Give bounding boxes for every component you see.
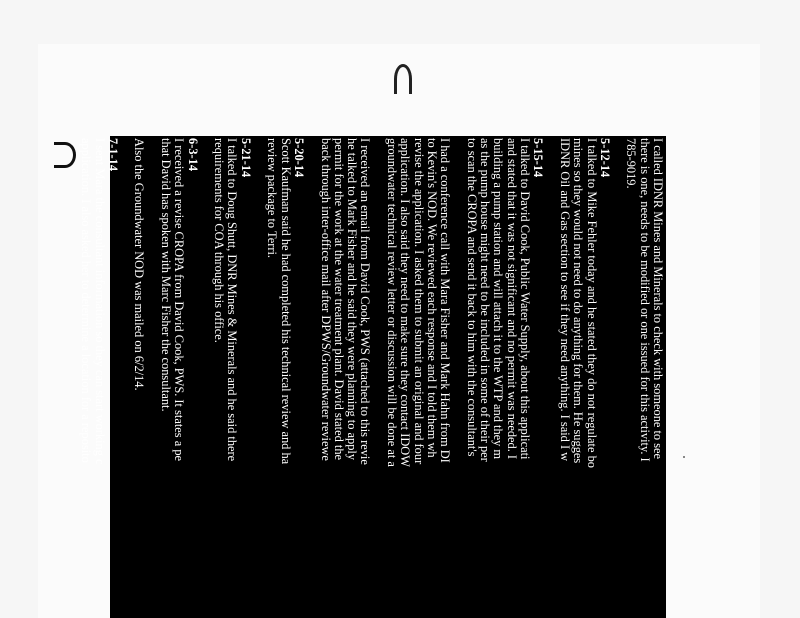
text-line	[544, 138, 557, 618]
inverted-scan-block	[79, 136, 666, 618]
text-line: review package to Terri.	[265, 138, 280, 258]
text-line: building a pump station and will attach it to the WTP and they m	[491, 138, 506, 460]
text-line	[145, 138, 158, 618]
text-line: he talked to Mark Fisher and he said they were planning to apply	[345, 138, 360, 461]
date-heading: 5-12-14	[597, 138, 612, 178]
text-line	[451, 138, 464, 618]
date-heading: 6-3-14	[185, 138, 200, 172]
text-line: Also the Groundwater NOD was mailed on 6/2/14.	[132, 138, 147, 391]
text-line: mines so they would not need to do anything for them. He sugges	[571, 138, 586, 464]
text-line: I had a conference call with Mara Fisher and Mark Hahn from DI	[438, 138, 453, 463]
text-line: I sent Mara the consultant information so they can start working c	[92, 138, 107, 465]
text-line: to Kevin's NOD. We reviewed each response and I told them wh	[424, 138, 439, 458]
text-line: as the pump house might need to be included in some of their per	[478, 138, 493, 462]
text-line: IDNR Oil and Gas section to see if they need anything. I said I w	[557, 138, 572, 462]
punch-hole-top	[394, 64, 412, 94]
text-line: that David has spoken with Marc Fisher the consultant.	[159, 138, 174, 412]
text-line: groundwater technical review letter or discussion will be done at a	[385, 138, 400, 467]
text-line: I received an email from David Cook, PWS (attached to this revie	[358, 138, 373, 465]
text-line: revise the application. I asked them to submit an original and four	[411, 138, 426, 465]
text-line: I received a revise CROPA from David Cook, PWS. It states a pe	[172, 138, 187, 462]
text-line: application. I also asked her to determine a location for a reposito	[79, 138, 94, 463]
text-line: there is one, needs to be modified or one issued for this activity. I	[637, 138, 652, 462]
text-line: and stated that it was not significant and no permit was needed. I	[504, 138, 519, 460]
text-line	[119, 138, 132, 618]
text-line: Scott Kaufman said he had completed his technical review and ha	[278, 138, 293, 465]
first-line: I called IDNR Mines and Minerals to check with someone to see	[651, 138, 665, 460]
punch-hole-left	[54, 142, 76, 168]
text-line	[371, 138, 384, 618]
date-heading: 7-1-14	[105, 138, 120, 172]
text-line: I talked to David Cook, Public Water Supply, about this applicati	[518, 138, 533, 460]
text-line: requirements for COA through his office.	[212, 138, 227, 343]
text-line: I talked to Doug Shutt, DNR Mines & Minerals and he said there	[225, 138, 240, 462]
text-line: I talked to Mike Fehler today and he stated they do not regulate bo	[584, 138, 599, 468]
text-line: back through inter-office mail after DPWS/Groundwater reviewe	[318, 138, 333, 461]
date-heading: 5-15-14	[531, 138, 546, 178]
date-heading: 5-20-14	[291, 138, 306, 178]
text-line	[305, 138, 318, 618]
text-line: permit for the work at the water treatment plant. David stated the	[331, 138, 346, 461]
date-heading: 5-21-14	[238, 138, 253, 178]
text-line: 785-9019.	[624, 138, 639, 189]
text-line	[252, 138, 265, 618]
text-line	[199, 138, 212, 618]
text-line: to scan the CROPA and send it back to him with the consultant's	[464, 138, 479, 457]
text-line	[611, 138, 624, 618]
scan-speck	[683, 456, 685, 458]
rotated-text-block	[79, 136, 666, 618]
text-line: application. I also said they need to make sure they contact IDOW	[398, 138, 413, 467]
